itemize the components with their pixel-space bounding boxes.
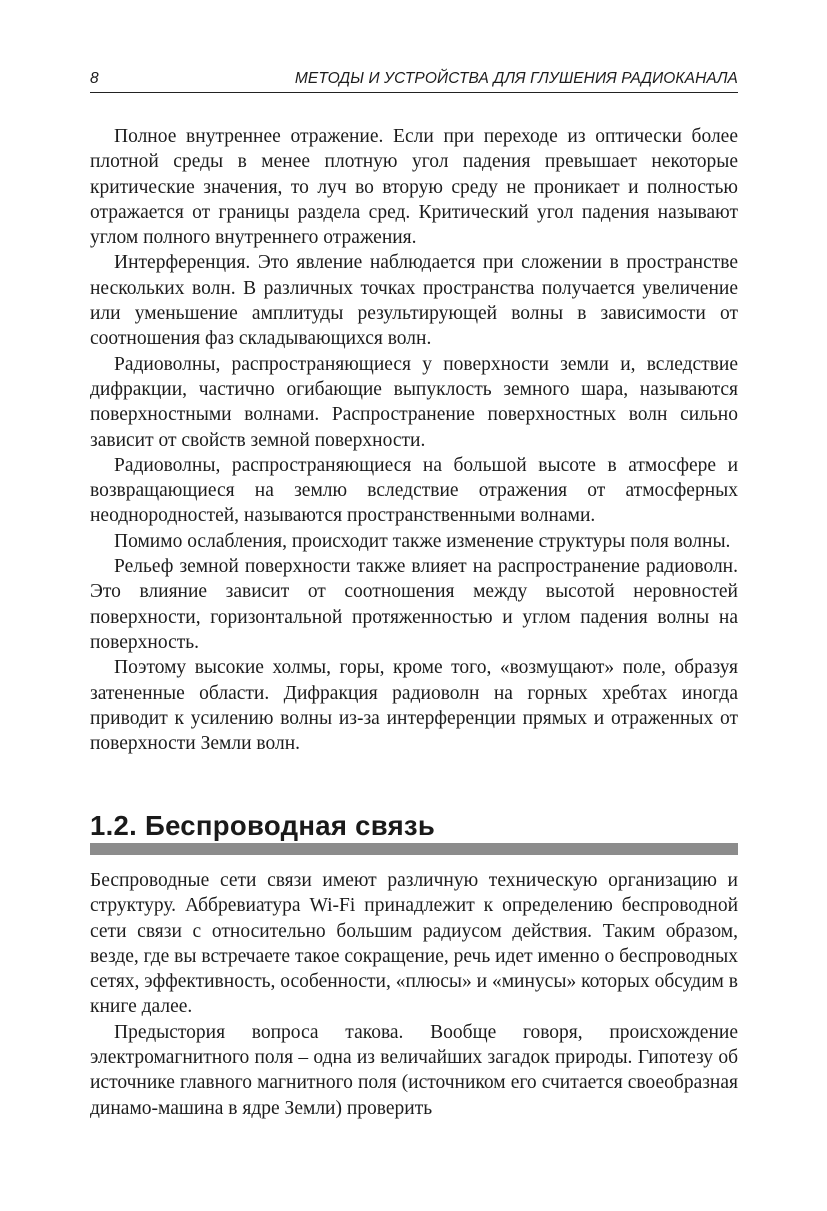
page-number: 8 [90, 70, 99, 87]
section-heading: 1.2. Беспроводная связь [90, 810, 436, 841]
section-heading-bar [90, 843, 738, 855]
paragraph: Интерференция. Это явление наблюдается при сложении в пространстве нескольких волн. В различных точках пространства получается увеличение или уменьшение амплитуды результирующей волны в зависимости от соотношения фаз складывающихся волн. [90, 252, 738, 350]
running-header [90, 66, 738, 93]
paragraph: Поэтому высокие холмы, горы, кроме того, «возмущают» поле, образуя затененные области. Дифракция радиоволн на горных хребтах иногда приводит к усилению волны из-за интерференции прямых и отраженных от поверхности Земли волн. [90, 657, 738, 755]
running-title: МЕТОДЫ И УСТРОЙСТВА ДЛЯ ГЛУШЕНИЯ РАДИОКАНАЛА [294, 70, 738, 87]
paragraph: Радиоволны, распространяющиеся на большой высоте в атмосфере и возвращающиеся на землю вследствие отражения от атмосферных неоднородностей, называются пространственными волнами. [90, 454, 738, 527]
paragraph: Предыстория вопроса такова. Вообще говоря, происхождение электромагнитного поля – одна из величайших загадок природы. Гипотезу об источнике главного магнитного поля (источником его считается своеобразная динамо-машина в ядре Земли) проверить [90, 1021, 738, 1119]
paragraph: Рельеф земной поверхности также влияет на распространение радиоволн. Это влияние зависит от соотношения между высотой неровностей поверхности, горизонтальной протяженностью и углом падения волны на поверхность. [90, 556, 738, 653]
paragraph: Беспроводные сети связи имеют различную техническую организацию и структуру. Аббревиатура Wi-Fi принадлежит к определению беспроводной сети связи с относительно большим радиусом действия. Таким образом, везде, где вы встречаете такое сокращение, речь идет именно о беспроводных сетях, эффективность, особенности, «плюсы» и «минусы» которых обсудим в книге далее. [90, 870, 738, 1018]
body-text-before-section [90, 124, 738, 756]
paragraph: Помимо ослабления, происходит также изменение структуры поля волны. [114, 530, 731, 552]
paragraph: Полное внутреннее отражение. Если при переходе из оптически более плотной среды в менее плотную угол падения превышает некоторые критические значения, то луч во вторую среду не проникает и полностью отражается от границы раздела сред. Критический угол падения называют углом полного внутреннего отражения. [90, 126, 738, 249]
paragraph: Радиоволны, распространяющиеся у поверхности земли и, вследствие дифракции, частично огибающие выпуклость земного шара, называются поверхностными волнами. Распространение поверхностных волн сильно зависит от свойств земной поверхности. [90, 353, 738, 451]
body-text-section [90, 868, 738, 1121]
